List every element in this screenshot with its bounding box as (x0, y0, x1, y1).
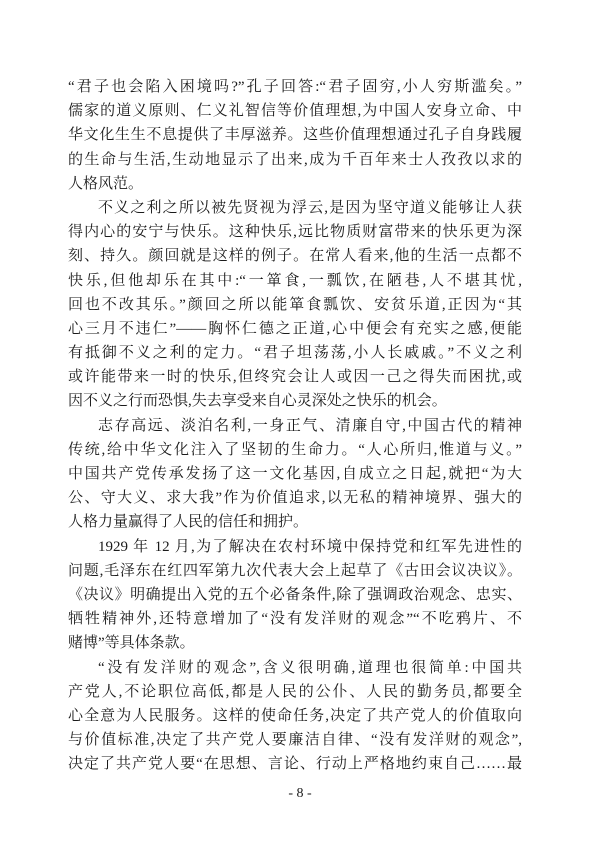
text-line: 人格力量赢得了人民的信任和拥护。 (68, 514, 309, 531)
text-line: 人格风范。 (68, 175, 144, 192)
text-line: “没有发洋财的观念”,含义很明确,道理也很简单:中国共 (98, 659, 522, 676)
text-line: 中国共产党传承发扬了这一文化基因,自成立之日起,就把“为大 (68, 466, 522, 482)
text-line: 不义之利之所以被先贤视为浮云,是因为坚守道义能够让人获 (98, 199, 522, 216)
text-line: 儒家的道义原则、仁义礼智信等价值理想,为中国人安身立命、中 (68, 103, 522, 120)
text-line: 刻、持久。颜回就是这样的例子。在常人看来,他的生活一点都不 (68, 248, 522, 265)
text-block (68, 75, 522, 776)
text-line: 因不义之行而恐惧,失去享受来自心灵深处之快乐的机会。 (68, 393, 447, 410)
text-line: 与价值标准,决定了共产党人要廉洁自律、“没有发洋财的观念”, (68, 732, 522, 749)
text-line: 快乐,但他却乐在其中:“一箪食,一瓢饮,在陋巷,人不堪其忧, (68, 272, 522, 289)
text-line: 的生命与生活,生动地显示了出来,成为千百年来士人孜孜以求的 (68, 151, 522, 168)
text-line: 得内心的安宁与快乐。这种快乐,远比物质财富带来的快乐更为深 (68, 224, 522, 241)
text-line: 心三月不违仁”——胸怀仁德之正道,心中便会有充实之感,便能 (68, 320, 522, 337)
text-line: 华文化生生不息提供了丰厚滋养。这些价值理想通过孔子自身践履 (68, 127, 522, 144)
text-line: 传统,给中华文化注入了坚韧的生命力。“人心所归,惟道与义。” (68, 441, 522, 458)
text-line: 决定了共产党人要“在思想、言论、行动上严格地约束自己……最 (68, 756, 522, 773)
text-line: 志存高远、淡泊名利,一身正气、清廉自守,中国古代的精神 (98, 417, 522, 434)
text-line: 有抵御不义之利的定力。“君子坦荡荡,小人长戚戚。”不义之利 (68, 345, 522, 362)
text-line: 或许能带来一时的快乐,但终究会让人或因一己之得失而困扰,或 (68, 369, 522, 386)
text-line: 心全意为人民服务。这样的使命任务,决定了共产党人的价值取向 (68, 707, 522, 724)
text-line: 回也不改其乐。”颜回之所以能箪食瓢饮、安贫乐道,正因为“其 (68, 296, 522, 313)
text-line: 1929 年 12 月,为了解决在农村环境中保持党和红军先进性的 (98, 538, 522, 555)
text-line: 公、守大义、求大我”作为价值追求,以无私的精神境界、强大的 (68, 490, 522, 507)
text-line: 牺牲精神外,还特意增加了“没有发洋财的观念”“不吃鸦片、不 (68, 611, 522, 628)
text-line: 赌博”等具体条款。 (68, 635, 195, 652)
text-line: 问题,毛泽东在红四军第九次代表大会上起草了《古田会议决议》。 (68, 562, 522, 579)
text-line: 《决议》明确提出入党的五个必备条件,除了强调政治观念、忠实、 (68, 586, 522, 603)
text-line: “君子也会陷入困境吗?”孔子回答:“君子固穷,小人穷斯滥矣。” (68, 79, 522, 95)
text-line: 产党人,不论职位高低,都是人民的公仆、人民的勤务员,都要全 (68, 683, 522, 700)
page-number: - 8 - (288, 786, 312, 801)
